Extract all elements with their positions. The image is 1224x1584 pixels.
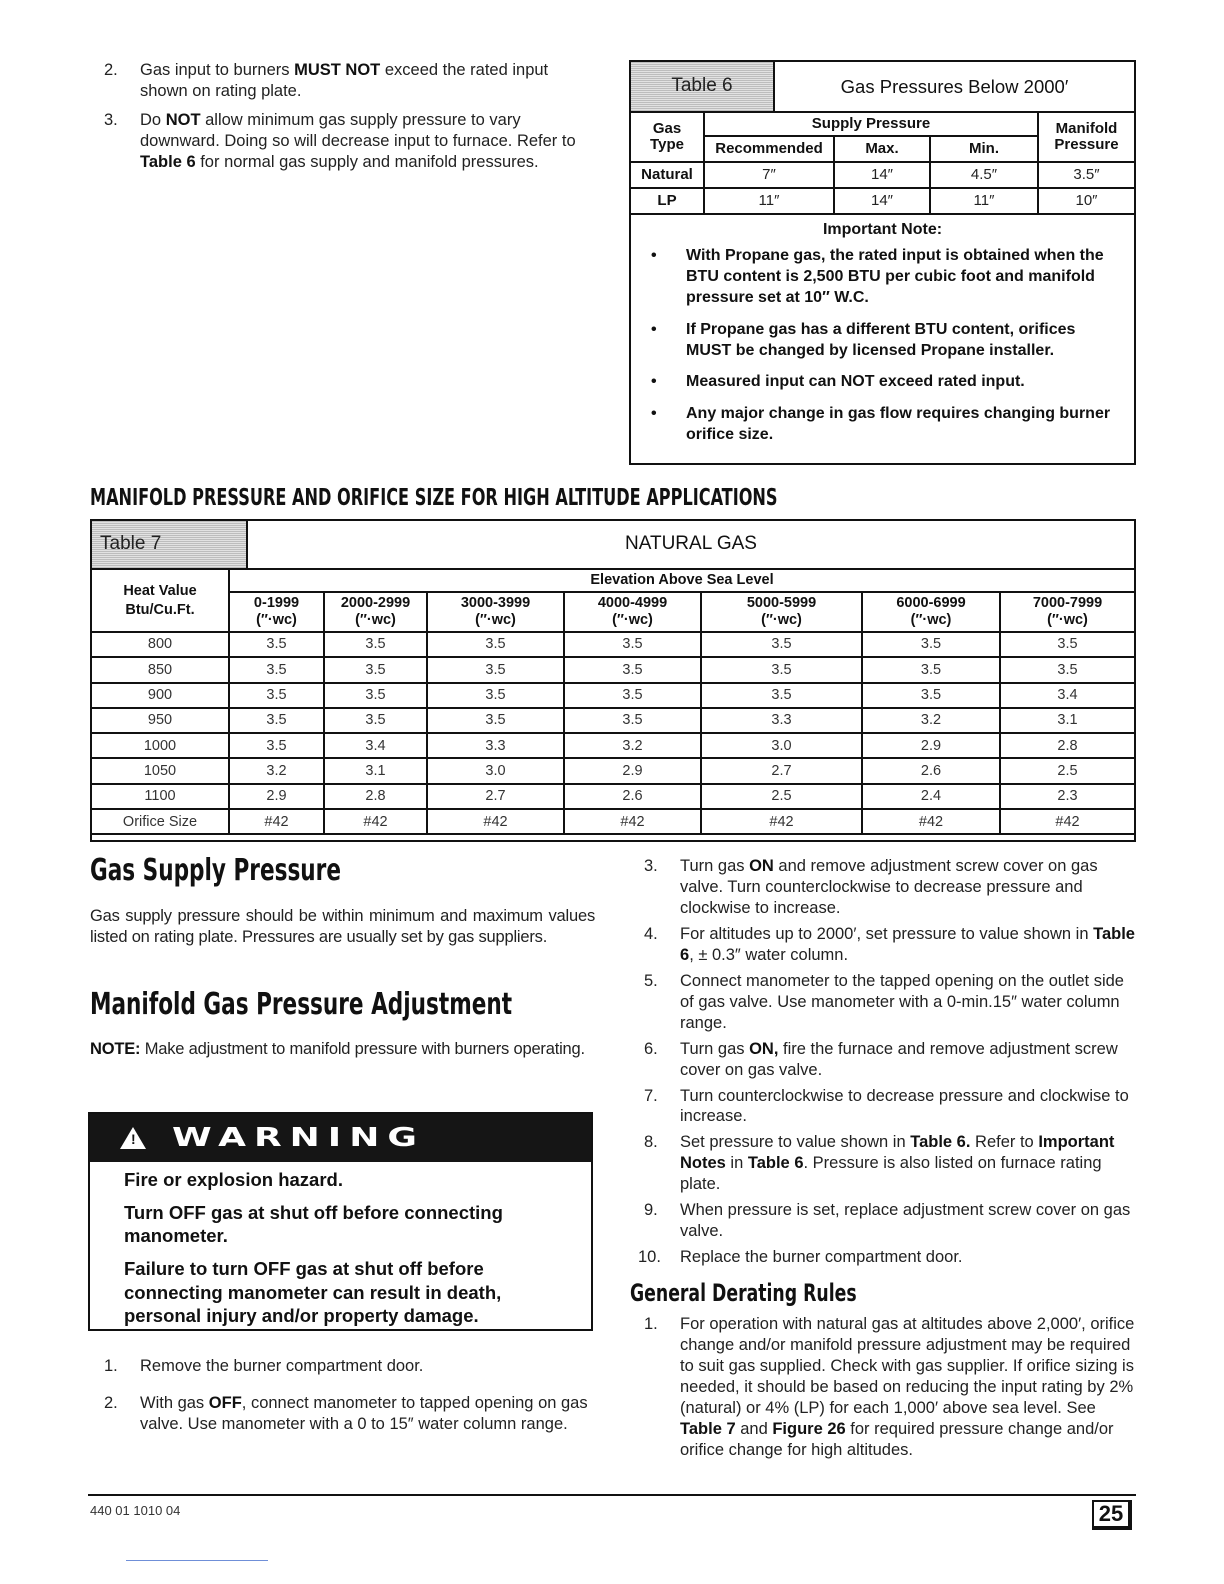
- list-item: 2. Gas input to burners MUST NOT exceed the rated input shown on rating plate.: [104, 61, 549, 100]
- table-row: LP 11″ 14″ 11″ 10″: [630, 188, 1135, 214]
- warning-box: [88, 1112, 593, 1331]
- elevation-col-header: 4000-4999 (″·wc): [564, 592, 701, 632]
- heat-value-cell: 850: [91, 657, 229, 682]
- heat-value-cell: 950: [91, 708, 229, 733]
- pressure-cell: 2.6: [564, 784, 701, 809]
- pressure-cell: 3.5: [701, 657, 862, 682]
- list-item: 5. Connect manometer to the tapped opening on the outlet side of gas valve. Use manometer with a 0-min.15″ water column range.: [644, 971, 1124, 1032]
- pressure-cell: 3.5: [324, 657, 427, 682]
- pressure-cell: 3.5: [229, 708, 324, 733]
- pressure-cell: 2.7: [701, 758, 862, 783]
- derating-list: [630, 1314, 1136, 1467]
- pressure-cell: 3.1: [1000, 708, 1135, 733]
- section-heading: MANIFOLD PRESSURE AND ORIFICE SIZE FOR HIGH ALTITUDE APPLICATIONS: [90, 485, 778, 511]
- pressure-cell: 3.5: [324, 632, 427, 657]
- list-item: 3. Turn gas ON and remove adjustment screw cover on gas valve. Turn counterclockwise to decrease pressure and clockwise to increase.: [644, 857, 1098, 917]
- pressure-cell: #42: [1000, 809, 1135, 834]
- pressure-cell: 2.9: [564, 758, 701, 783]
- pressure-cell: 3.5: [229, 657, 324, 682]
- pressure-cell: 3.5: [324, 683, 427, 708]
- pressure-cell: 2.8: [1000, 733, 1135, 758]
- list-item: 1. Remove the burner compartment door.: [104, 1357, 424, 1375]
- pressure-cell: 3.5: [862, 683, 1000, 708]
- pressure-cell: 2.5: [701, 784, 862, 809]
- pressure-cell: 3.4: [1000, 683, 1135, 708]
- gas-supply-text: Gas supply pressure should be within minimum and maximum values listed on rating plate. Pressures are usually set by gas suppliers.: [90, 907, 595, 946]
- col-heat-value: Heat Value Btu/Cu.Ft.: [91, 569, 229, 632]
- page-number: 25: [1092, 1500, 1132, 1530]
- elevation-col-header: 3000-3999 (″·wc): [427, 592, 564, 632]
- note-item: • If Propane gas has a different BTU content, orifices MUST be changed by licensed Propane installer.: [651, 320, 1076, 359]
- left-steps: [90, 1356, 596, 1441]
- heat-value-cell: Orifice Size: [91, 809, 229, 834]
- list-item: 7. Turn counterclockwise to decrease pressure and clockwise to increase.: [644, 1086, 1129, 1126]
- table-row: Natural 7″ 14″ 4.5″ 3.5″: [630, 162, 1135, 188]
- table-row: [91, 758, 1135, 783]
- elevation-col-header: 0-1999 (″·wc): [229, 592, 324, 632]
- doc-number: 440 01 1010 04: [90, 1503, 181, 1518]
- right-steps: [630, 856, 1136, 1273]
- pressure-cell: 3.1: [324, 758, 427, 783]
- col-min: Min.: [930, 136, 1038, 162]
- manifold-adjustment-heading: Manifold Gas Pressure Adjustment: [90, 987, 513, 1022]
- warning-triangle-icon: !: [120, 1127, 146, 1149]
- gas-pressure-table: [629, 111, 1136, 215]
- table-6-tag: Table 6: [631, 62, 775, 111]
- pressure-cell: 3.2: [862, 708, 1000, 733]
- table-row: [91, 784, 1135, 809]
- pressure-cell: 3.2: [564, 733, 701, 758]
- note-item: • With Propane gas, the rated input is obtained when the BTU content is 2,500 BTU per cubic foot and manifold pressure set at 10″ W.C.: [651, 247, 1104, 306]
- table-row: [91, 657, 1135, 682]
- pressure-cell: 3.5: [701, 632, 862, 657]
- elevation-col-header: 6000-6999 (″·wc): [862, 592, 1000, 632]
- pressure-cell: 2.3: [1000, 784, 1135, 809]
- pressure-cell: 3.0: [427, 758, 564, 783]
- elevation-col-header: 5000-5999 (″·wc): [701, 592, 862, 632]
- table-row: [91, 708, 1135, 733]
- list-item: 2. With gas OFF, connect manometer to tapped opening on gas valve. Use manometer with a 0 to 15″ water column range.: [104, 1393, 588, 1433]
- pressure-cell: 2.7: [427, 784, 564, 809]
- pressure-cell: 3.5: [564, 683, 701, 708]
- pressure-cell: 2.9: [229, 784, 324, 809]
- pressure-cell: 2.4: [862, 784, 1000, 809]
- elevation-col-header: 7000-7999 (″·wc): [1000, 592, 1135, 632]
- heat-value-cell: 800: [91, 632, 229, 657]
- pressure-cell: 3.5: [564, 632, 701, 657]
- note-item: • Measured input can NOT exceed rated input.: [651, 373, 1025, 391]
- table-7-tag: Table 7: [92, 521, 248, 568]
- list-item: 8. Set pressure to value shown in Table 6. Refer to Important Notes in Table 6. Pressure is also listed on furnace rating plate.: [644, 1133, 1115, 1194]
- pressure-cell: 3.5: [564, 657, 701, 682]
- note-item: • Any major change in gas flow requires changing burner orifice size.: [651, 405, 1111, 443]
- pressure-cell: 3.5: [1000, 657, 1135, 682]
- pressure-cell: #42: [324, 809, 427, 834]
- col-elevation: Elevation Above Sea Level: [229, 569, 1135, 592]
- warning-word: WARNING: [172, 1122, 425, 1153]
- heat-value-cell: 1050: [91, 758, 229, 783]
- table-7: [90, 519, 1136, 842]
- warning-line: Turn OFF gas at shut off before connecting manometer.: [124, 1202, 503, 1247]
- warning-line: Fire or explosion hazard.: [124, 1169, 343, 1190]
- list-item: 4. For altitudes up to 2000′, set pressure to value shown in Table 6, ± 0.3″ water column.: [644, 924, 1135, 964]
- pressure-cell: 3.0: [701, 733, 862, 758]
- pressure-cell: 3.5: [564, 708, 701, 733]
- list-item: 1. For operation with natural gas at altitudes above 2,000′, orifice change and/or manifold pressure adjustment may be required to suit gas supplied. Check with gas supplier. If orifice sizing is needed, it should be based on reducing the input rating by 2% (natural) or 4% (LP) for each 1,000′ above sea level. See Table 7 and Figure 26 for required pressure change and/or orifice change for high altitudes.: [644, 1315, 1135, 1459]
- manifold-note: NOTE: Make adjustment to manifold pressure with burners operating.: [90, 1040, 585, 1058]
- pressure-cell: #42: [229, 809, 324, 834]
- heat-value-cell: 900: [91, 683, 229, 708]
- pressure-cell: 3.5: [229, 632, 324, 657]
- link-underline: [126, 1560, 268, 1561]
- pressure-cell: 3.5: [427, 683, 564, 708]
- pressure-cell: 3.5: [427, 632, 564, 657]
- pressure-cell: 3.5: [701, 683, 862, 708]
- warning-line: Failure to turn OFF gas at shut off before connecting manometer can result in death, personal injury and/or property damage.: [124, 1258, 502, 1326]
- intro-list: [90, 60, 596, 179]
- pressure-cell: 3.3: [427, 733, 564, 758]
- heat-value-cell: 1100: [91, 784, 229, 809]
- list-item: 6. Turn gas ON, fire the furnace and remove adjustment screw cover on gas valve.: [644, 1039, 1118, 1079]
- pressure-cell: 3.5: [862, 657, 1000, 682]
- pressure-cell: 3.5: [1000, 632, 1135, 657]
- footer-rule: [88, 1494, 1136, 1496]
- pressure-cell: 3.5: [324, 708, 427, 733]
- warning-banner: [90, 1114, 591, 1162]
- pressure-cell: 3.5: [427, 708, 564, 733]
- table-row: [91, 733, 1135, 758]
- gas-supply-heading: Gas Supply Pressure: [90, 853, 341, 888]
- col-gas-type: Gas Type: [630, 112, 704, 162]
- important-note-title: Important Note:: [822, 221, 943, 238]
- col-supply: Supply Pressure: [704, 112, 1038, 136]
- table-row: [91, 809, 1135, 834]
- pressure-cell: #42: [862, 809, 1000, 834]
- pressure-cell: #42: [427, 809, 564, 834]
- altitude-table: [90, 568, 1136, 835]
- table-row: [91, 683, 1135, 708]
- pressure-cell: 3.5: [427, 657, 564, 682]
- col-max: Max.: [834, 136, 930, 162]
- col-recommended: Recommended: [704, 136, 834, 162]
- derating-heading: General Derating Rules: [630, 1279, 857, 1307]
- table-row: [91, 632, 1135, 657]
- pressure-cell: 3.5: [862, 632, 1000, 657]
- list-item: 3. Do NOT allow minimum gas supply pressure to vary downward. Doing so will decrease input to furnace. Refer to Table 6 for normal gas supply and manifold pressures.: [104, 110, 576, 171]
- table-7-title: NATURAL GAS: [625, 533, 757, 555]
- table-6-title: Gas Pressures Below 2000′: [840, 75, 1069, 97]
- pressure-cell: 2.6: [862, 758, 1000, 783]
- pressure-cell: 2.8: [324, 784, 427, 809]
- table-6: [629, 60, 1136, 465]
- pressure-cell: 3.5: [229, 733, 324, 758]
- list-item: 9. When pressure is set, replace adjustment screw cover on gas valve.: [644, 1201, 1131, 1241]
- elevation-col-header: 2000-2999 (″·wc): [324, 592, 427, 632]
- pressure-cell: 3.2: [229, 758, 324, 783]
- heat-value-cell: 1000: [91, 733, 229, 758]
- pressure-cell: 3.5: [229, 683, 324, 708]
- pressure-cell: 3.3: [701, 708, 862, 733]
- pressure-cell: #42: [564, 809, 701, 834]
- pressure-cell: 2.5: [1000, 758, 1135, 783]
- pressure-cell: #42: [701, 809, 862, 834]
- pressure-cell: 3.4: [324, 733, 427, 758]
- pressure-cell: 2.9: [862, 733, 1000, 758]
- col-manifold: Manifold Pressure: [1038, 112, 1135, 162]
- list-item: 10. Replace the burner compartment door.: [638, 1248, 963, 1267]
